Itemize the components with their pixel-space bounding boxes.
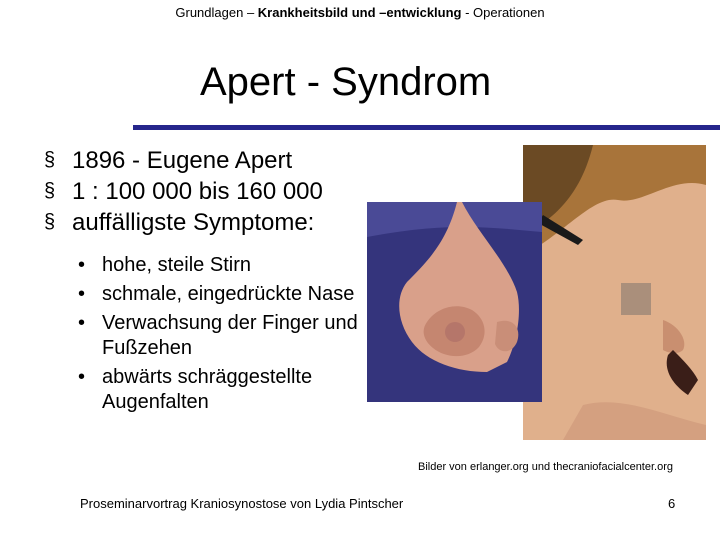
symptom-item xyxy=(76,253,376,278)
bullet-text: 1896 - Eugene Apert xyxy=(72,147,293,174)
header-current-section: Krankheitsbild und –entwicklung xyxy=(257,5,462,20)
dot-bullet-icon: • xyxy=(78,312,86,334)
dot-bullet-icon: • xyxy=(78,254,86,276)
symptom-text: Verwachsung der Finger und Fußzehen xyxy=(102,312,358,359)
bullet-item xyxy=(44,145,323,176)
section-bullet-icon: § xyxy=(44,149,56,171)
footer-author: Proseminarvortrag Kraniosynostose von Lydia Pintscher xyxy=(80,496,404,511)
hand-illustration xyxy=(367,202,542,402)
symptom-item xyxy=(76,311,376,361)
slide-header xyxy=(0,5,720,20)
child-profile-illustration xyxy=(523,145,706,440)
symptom-text: abwärts schräggestellte Augenfalten xyxy=(102,366,313,413)
bullet-item xyxy=(44,207,323,238)
bullet-text: auffälligste Symptome: xyxy=(72,209,315,236)
slide-title: Apert - Syndrom xyxy=(200,60,492,104)
header-next-section: - Operationen xyxy=(461,5,545,20)
section-bullet-icon: § xyxy=(44,211,56,233)
bullet-item xyxy=(44,176,323,207)
dot-bullet-icon: • xyxy=(78,283,86,305)
main-bullet-list xyxy=(44,145,323,238)
symptom-text: schmale, eingedrückte Nase xyxy=(102,283,355,305)
dot-bullet-icon: • xyxy=(78,366,86,388)
symptom-item xyxy=(76,282,376,307)
image-credit: Bilder von erlanger.org und thecraniofacialcenter.org xyxy=(418,461,673,473)
title-divider xyxy=(133,125,720,130)
symptom-text: hohe, steile Stirn xyxy=(102,254,251,276)
section-bullet-icon: § xyxy=(44,180,56,202)
hand-photo xyxy=(367,202,542,402)
bullet-text: 1 : 100 000 bis 160 000 xyxy=(72,178,323,205)
symptom-item xyxy=(76,365,376,415)
header-section: Grundlagen – xyxy=(175,5,258,20)
child-profile-photo xyxy=(523,145,706,440)
symptom-list xyxy=(76,253,376,419)
page-number: 6 xyxy=(668,496,676,511)
